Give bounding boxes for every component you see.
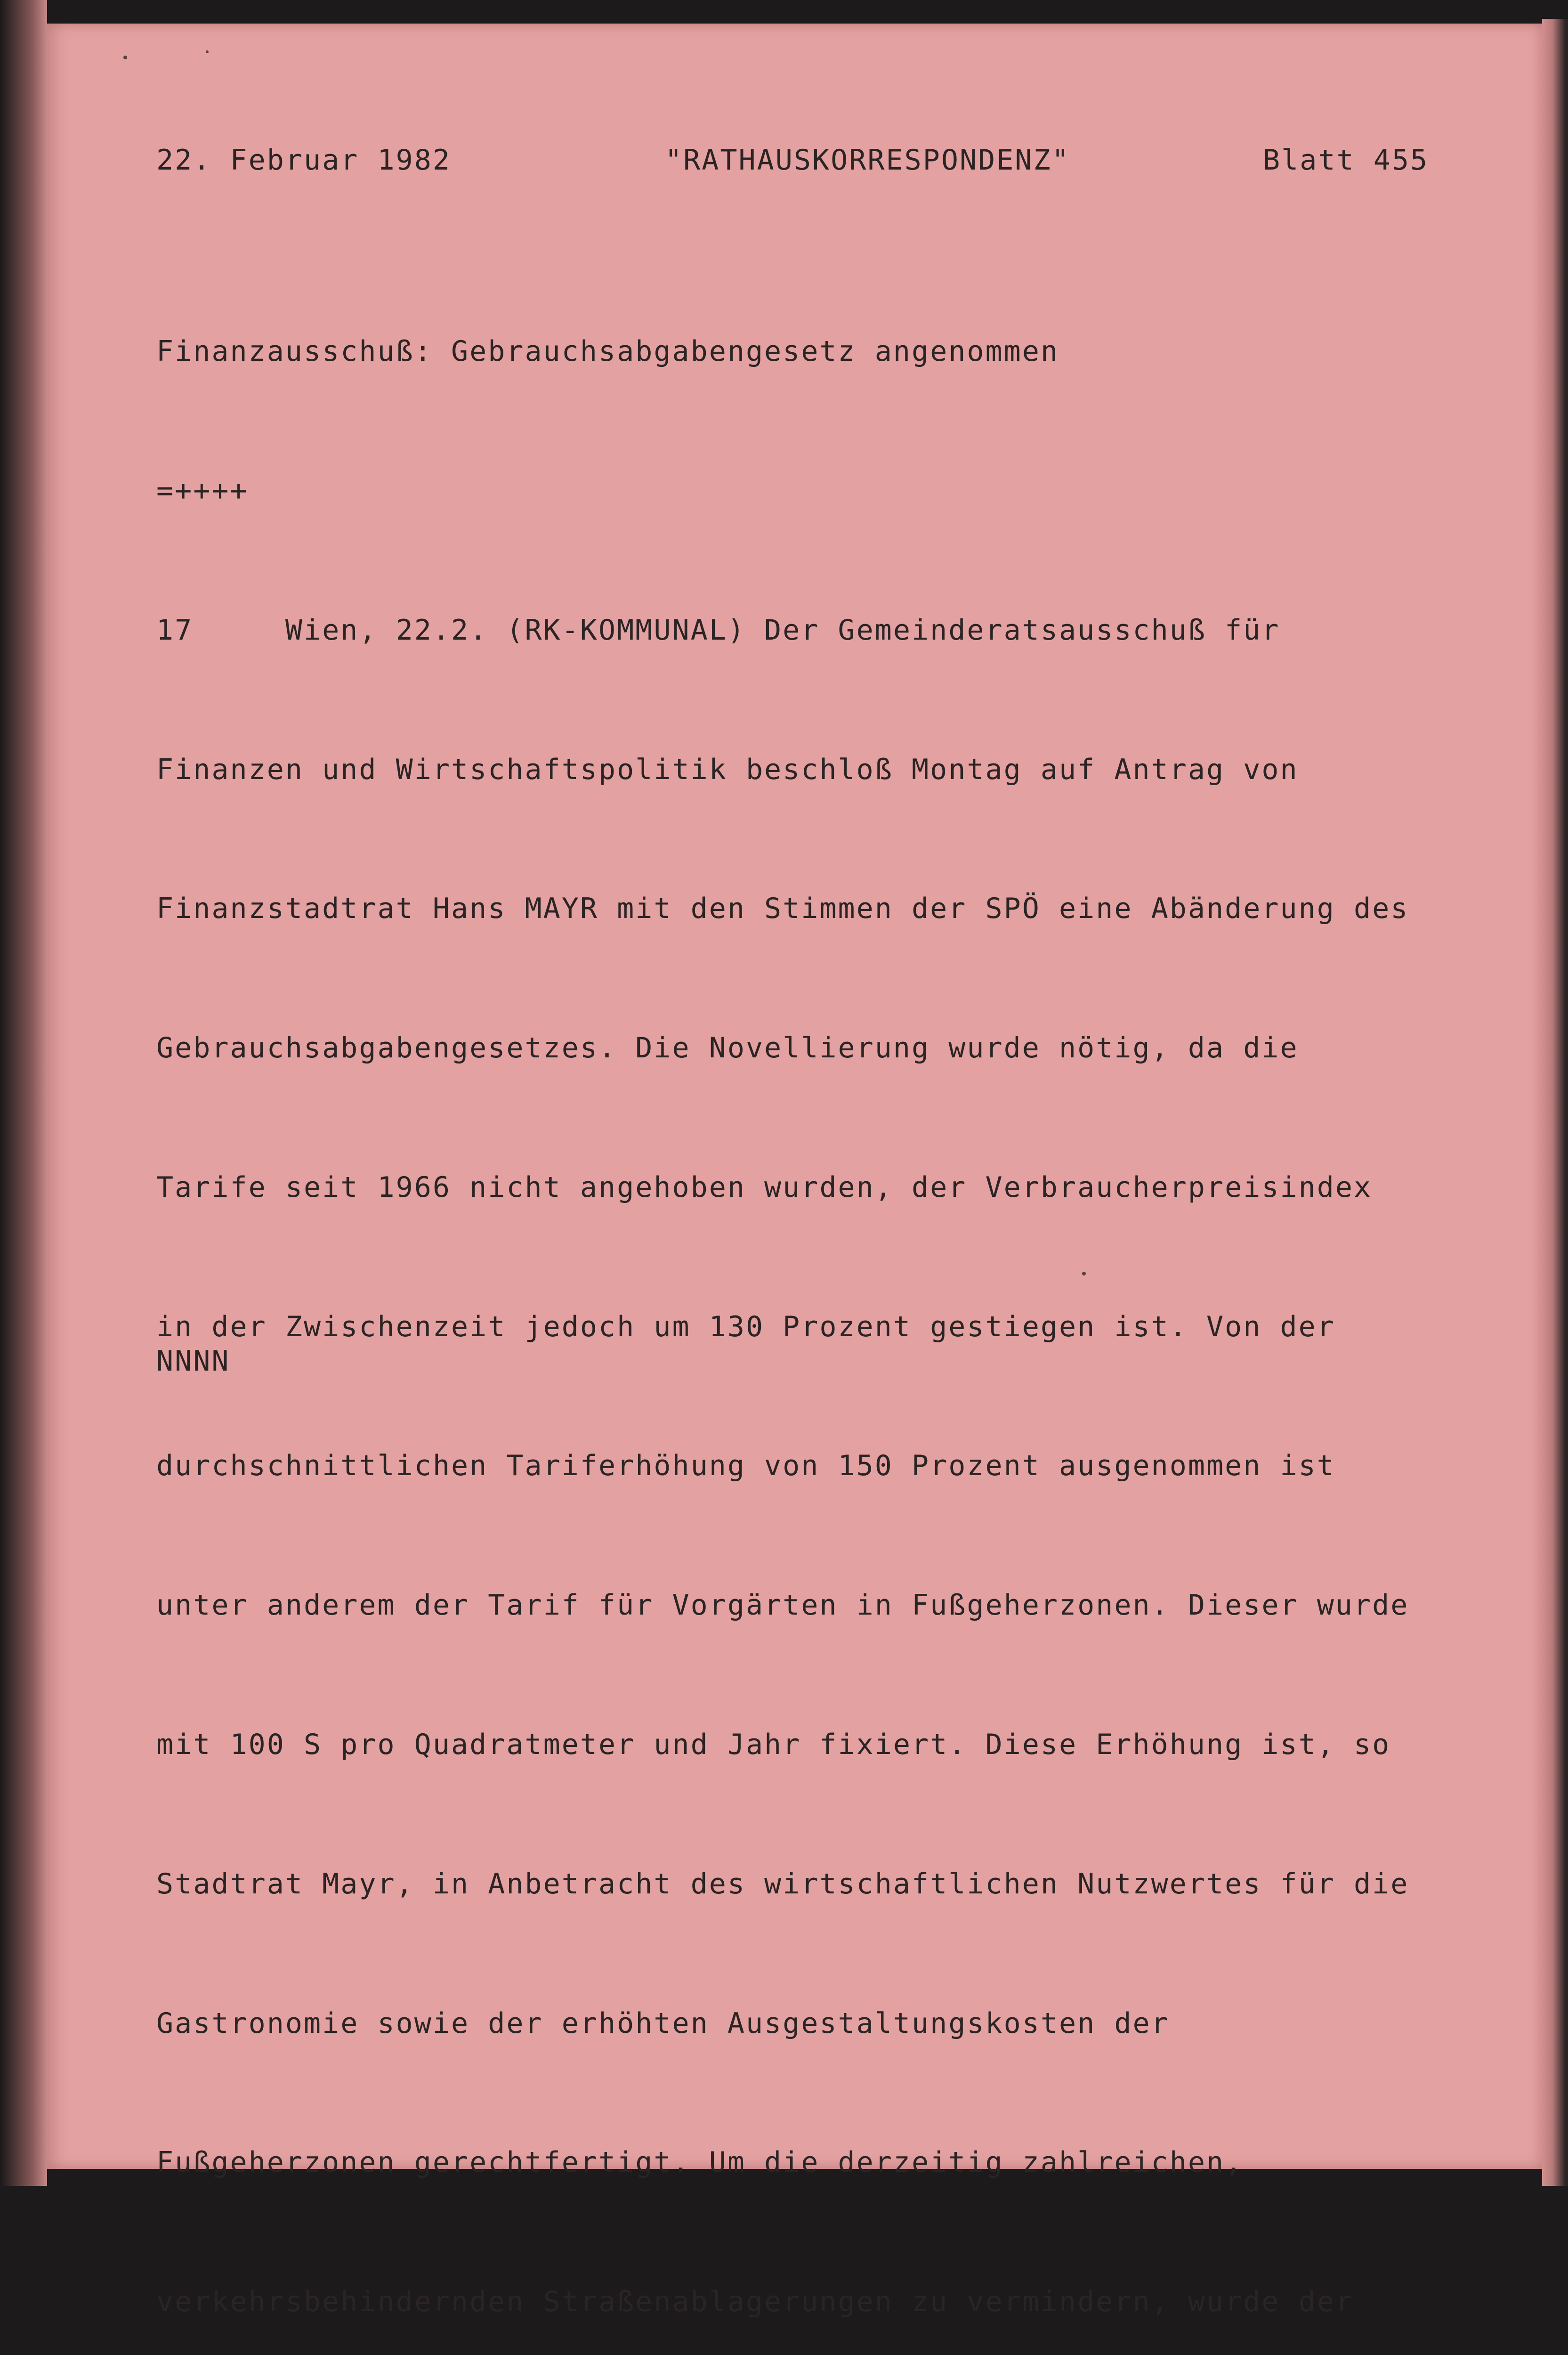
article-line: durchschnittlichen Tariferhöhung von 150 Prozent ausgenommen ist	[156, 1449, 1335, 1483]
article-line: Finanzstadtrat Hans MAYR mit den Stimmen der SPÖ eine Abänderung des	[156, 892, 1409, 926]
paper-speck	[1082, 1272, 1086, 1275]
article-line: verkehrsbehindernden Straßenablagerungen zu vermindern, wurde der	[156, 2285, 1354, 2319]
article-line: 17 Wien, 22.2. (RK-KOMMUNAL) Der Gemeinderatsausschuß für	[156, 613, 1280, 647]
article-line: Fußgeherzonen gerechtfertigt. Um die derzeitig zahlreichen,	[156, 2146, 1244, 2179]
header-title: "RATHAUSKORRESPONDENZ"	[665, 144, 1070, 177]
header-date: 22. Februar 1982	[156, 144, 451, 177]
paper-speck	[123, 56, 127, 59]
binding-edge	[0, 0, 47, 2186]
article-line: Finanzen und Wirtschaftspolitik beschloß Montag auf Antrag von	[156, 753, 1299, 786]
end-mark: NNNN	[156, 1345, 230, 1378]
article-line: Gastronomie sowie der erhöhten Ausgestaltungskosten der	[156, 2006, 1170, 2040]
article-line: unter anderem der Tarif für Vorgärten in Fußgeherzonen. Dieser wurde	[156, 1589, 1409, 1622]
article-headline: Finanzausschuß: Gebrauchsabgabengesetz angenommen	[156, 335, 1059, 368]
article-line: Stadtrat Mayr, in Anbetracht des wirtschaftlichen Nutzwertes für die	[156, 1867, 1409, 1900]
paper-speck	[206, 50, 209, 53]
article-body	[156, 236, 1409, 2355]
page-edge	[1542, 19, 1568, 2186]
header-sheet-number: Blatt 455	[1263, 144, 1429, 177]
headline-separator: =++++	[156, 474, 249, 507]
article-line: Tarife seit 1966 nicht angehoben wurden, der Verbraucherpreisindex	[156, 1170, 1373, 1204]
article-line: in der Zwischenzeit jedoch um 130 Prozent gestiegen ist. Von der	[156, 1310, 1335, 1343]
article-line: Gebrauchsabgabengesetzes. Die Novellierung wurde nötig, da die	[156, 1031, 1299, 1065]
article-line: mit 100 S pro Quadratmeter und Jahr fixiert. Diese Erhöhung ist, so	[156, 1728, 1391, 1761]
